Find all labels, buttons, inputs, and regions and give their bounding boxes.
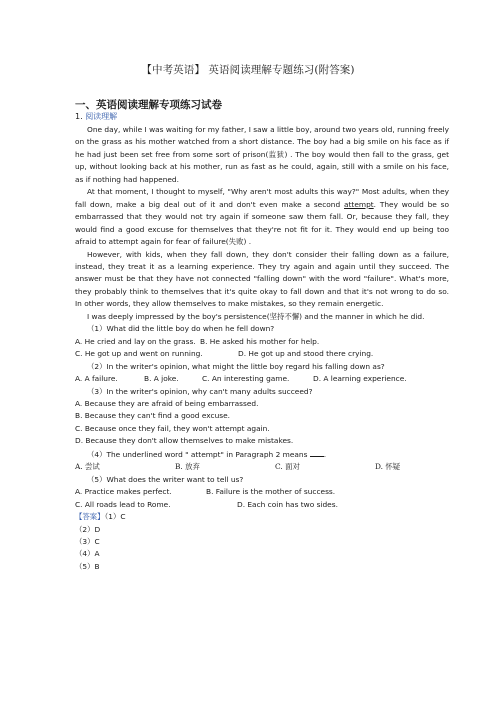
answer-blank (310, 448, 327, 459)
question-3-stem: （3）In the writer's opinion, why can't many adults succeed? (87, 386, 313, 396)
question-type: 阅读理解 (85, 112, 118, 121)
option-b: B. 放弃 (175, 462, 200, 472)
page-title: 【中考英语】 英语阅读理解专题练习(附答案) (141, 64, 355, 76)
section-heading: 一、英语阅读理解专项练习试卷 (75, 99, 222, 111)
option-b: B. Because they can't find a good excuse. (75, 411, 231, 421)
answer-1: （1）C (104, 512, 126, 522)
option-d: D. A learning experience. (313, 374, 407, 384)
option-a: A. A failure. (75, 374, 118, 384)
answer-line-1 (75, 511, 449, 523)
option-c: C. All roads lead to Rome. (75, 499, 171, 509)
answer-5: （5）B (75, 561, 100, 571)
option-b: B. He asked his mother for help. (200, 336, 320, 346)
option-d: D. He got up and stood there crying. (238, 349, 374, 359)
answer-2: （2）D (75, 524, 101, 534)
question-5-options-row-1 (75, 486, 449, 498)
paragraph-3: However, with kids, when they fall down, they don't consider their falling down as a failure, instead, they treat it as a learning experience. They try again and again until they succeed. The answer must be that they have not connected "falling down" with the word "failure". What's more, they probably think to themselves that it's quite okay to fall down and that it's not wrong to do so. In other words, they allow themselves to make mistakes, so they remain energetic. (75, 249, 449, 309)
question-5-stem: （5）What does the writer want to tell us? (87, 474, 244, 484)
paragraph-4: I was deeply impressed by the boy's persistence(坚持不懈) and the manner in which he did. (87, 311, 425, 321)
paragraph-2-part-1: At that moment, I thought to myself, "Why aren't most adults this way?" Most adults, when they fall down, make a big deal out of it and don't even make a second (75, 187, 449, 209)
passage-and-questions (75, 124, 449, 573)
option-a: A. Practice makes perfect. (75, 487, 172, 497)
option-c: C. Because once they fail, they won't attempt again. (75, 423, 270, 433)
question-1-stem: （1）What did the little boy do when he fell down? (87, 324, 275, 334)
option-b: B. A joke. (144, 374, 179, 384)
option-d: D. Because they don't allow themselves to make mistakes. (75, 436, 294, 446)
option-d: D. Each coin has two sides. (237, 499, 338, 509)
question-2-stem: （2）In the writer's opinion, what might the little boy regard his falling down as? (87, 361, 385, 371)
question-4-stem-end: . (323, 449, 327, 459)
question-5-options-row-2 (75, 499, 449, 511)
option-a: A. 尝试 (75, 462, 100, 472)
option-a: A. Because they are afraid of being embarrassed. (75, 398, 259, 408)
paragraph-2 (75, 186, 449, 248)
option-d: D. 怀疑 (375, 462, 401, 472)
option-b: B. Failure is the mother of success. (206, 487, 336, 497)
underlined-word: attempt (344, 199, 374, 209)
question-label (75, 111, 117, 122)
question-4-options (75, 461, 449, 473)
paragraph-2-part-2: . They would be so embarrassed that they would not try again if someone saw them fall. Or, because they fall, they would find a good excuse for themselves that they're not fit for it. They would end up being too afraid to attempt again for fear of failure(失败) . (75, 199, 449, 247)
option-c: C. 面对 (275, 462, 300, 472)
question-2-options (75, 373, 449, 385)
option-c: C. An interesting game. (202, 374, 290, 384)
question-1-options-row-2 (75, 348, 449, 360)
question-number: 1. (75, 112, 83, 121)
question-4-stem-text: （4）The underlined word " attempt" in Paragraph 2 means (87, 449, 310, 459)
answer-3: （3）C (75, 536, 100, 546)
question-4-stem (75, 448, 449, 461)
answer-4: （4）A (75, 549, 100, 559)
option-c: C. He got up and went on running. (75, 349, 203, 359)
question-1-options-row-1 (75, 336, 449, 348)
paragraph-1: One day, while I was waiting for my father, I saw a little boy, around two years old, running freely on the grass as his mother watched from a short distance. The boy had a big smile on his face as if he had just been set free from some sort of prison(监狱) . The boy would then fall to the grass, get up, without looking back at his mother, run as fast as he could, again, still with a smile on his face, as if nothing had happened. (75, 125, 449, 184)
answer-tag: 【答案】 (75, 512, 105, 522)
option-a: A. He cried and lay on the grass. (75, 336, 196, 346)
